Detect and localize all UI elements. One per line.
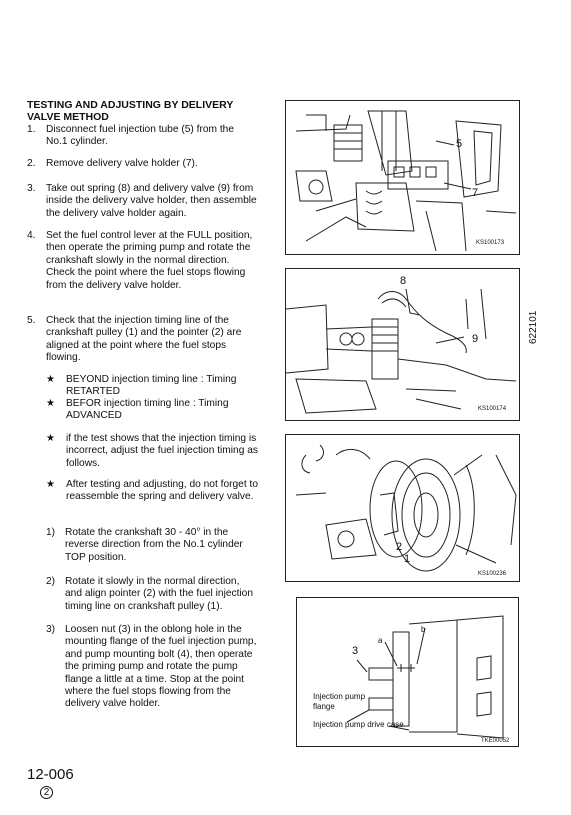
step-1: [27, 124, 257, 149]
callout-label: 3: [352, 645, 359, 657]
page-number: 12-006: [27, 766, 74, 783]
note-3: [46, 433, 258, 470]
callout-label: a: [378, 636, 383, 645]
substep-3: [46, 624, 258, 711]
figure-code: KS100236: [478, 571, 507, 577]
step-text: Remove delivery valve holder (7).: [46, 158, 198, 169]
callout-label: Injection pump flange: [313, 692, 366, 711]
step-text: Take out spring (8) and delivery valve (9) from inside the delivery valve holder, then assemble the delivery valve holder again.: [46, 183, 257, 219]
substep-number: 1): [46, 527, 56, 538]
note-text: After testing and adjusting, do not forget to reassemble the spring and delivery valve.: [66, 479, 258, 503]
figure-delivery-valve: [285, 268, 520, 421]
step-number: 3.: [27, 183, 36, 194]
figure-fuel-injection-pump: [285, 100, 520, 255]
substep-number: 2): [46, 576, 56, 587]
callout-label: 7: [472, 187, 479, 199]
step-text: Set the fuel control lever at the FULL position, then operate the priming pump and rotate the crankshaft slowly in the normal direction. Check the point where the fuel stops flowing from the delivery valve holder.: [46, 230, 253, 291]
note-1: [46, 374, 258, 399]
substep-2: [46, 576, 258, 613]
callout-label: 2: [396, 541, 403, 553]
step-number: 1.: [27, 124, 36, 135]
substep-1: [46, 527, 258, 564]
substep-number: 3): [46, 624, 56, 635]
substep-text: Rotate the crankshaft 30 - 40° in the reverse direction from the No.1 cylinder TOP position.: [65, 527, 243, 563]
step-text: Disconnect fuel injection tube (5) from the No.1 cylinder.: [46, 124, 234, 148]
callout-label: 1: [404, 553, 411, 565]
callout-label: Injection pump drive case: [313, 720, 404, 729]
note-4: [46, 479, 258, 504]
revision-badge: 2: [40, 786, 53, 799]
section-heading: TESTING AND ADJUSTING BY DELIVERY VALVE METHOD: [27, 99, 234, 123]
figure-code: TKE00052: [481, 738, 510, 744]
callout-label: 8: [400, 275, 407, 287]
step-4: [27, 230, 257, 292]
substep-text: Rotate it slowly in the normal direction, and align pointer (2) with the fuel injection timing line on crankshaft pulley (1).: [65, 576, 254, 612]
figure-crankshaft-pulley: [285, 434, 520, 582]
note-text: if the test shows that the injection timing is incorrect, adjust the fuel injection timing as follows.: [66, 433, 258, 469]
step-3: [27, 183, 257, 220]
star-icon: ★: [46, 374, 55, 385]
note-text: BEYOND injection timing line : Timing RETARTED: [66, 374, 237, 398]
step-number: 4.: [27, 230, 36, 241]
figure-injection-pump-flange: [296, 597, 519, 747]
step-number: 5.: [27, 315, 36, 326]
substep-text: Loosen nut (3) in the oblong hole in the mounting flange of the fuel injection pump, and pump mounting bolt (4), then operate the priming pump and rotate the pump flange a little at a time. Stop at the point where the fuel stops flowing from the delivery valve holder.: [65, 624, 257, 710]
note-text: BEFOR injection timing line : Timing ADVANCED: [66, 398, 229, 422]
note-2: [46, 398, 258, 423]
step-number: 2.: [27, 158, 36, 169]
figure-code: KS100174: [478, 406, 507, 412]
star-icon: ★: [46, 398, 55, 409]
side-document-code: 622101: [528, 310, 539, 344]
step-2: [27, 158, 257, 170]
star-icon: ★: [46, 479, 55, 490]
figure-code: KS100173: [476, 240, 505, 246]
star-icon: ★: [46, 433, 55, 444]
step-text: Check that the injection timing line of the crankshaft pulley (1) and the pointer (2) are aligned at the point where the fuel stops flowing.: [46, 315, 242, 364]
callout-label: b: [421, 625, 426, 634]
callout-label: 5: [456, 138, 463, 150]
step-5: [27, 315, 257, 365]
callout-label: 9: [472, 333, 479, 345]
